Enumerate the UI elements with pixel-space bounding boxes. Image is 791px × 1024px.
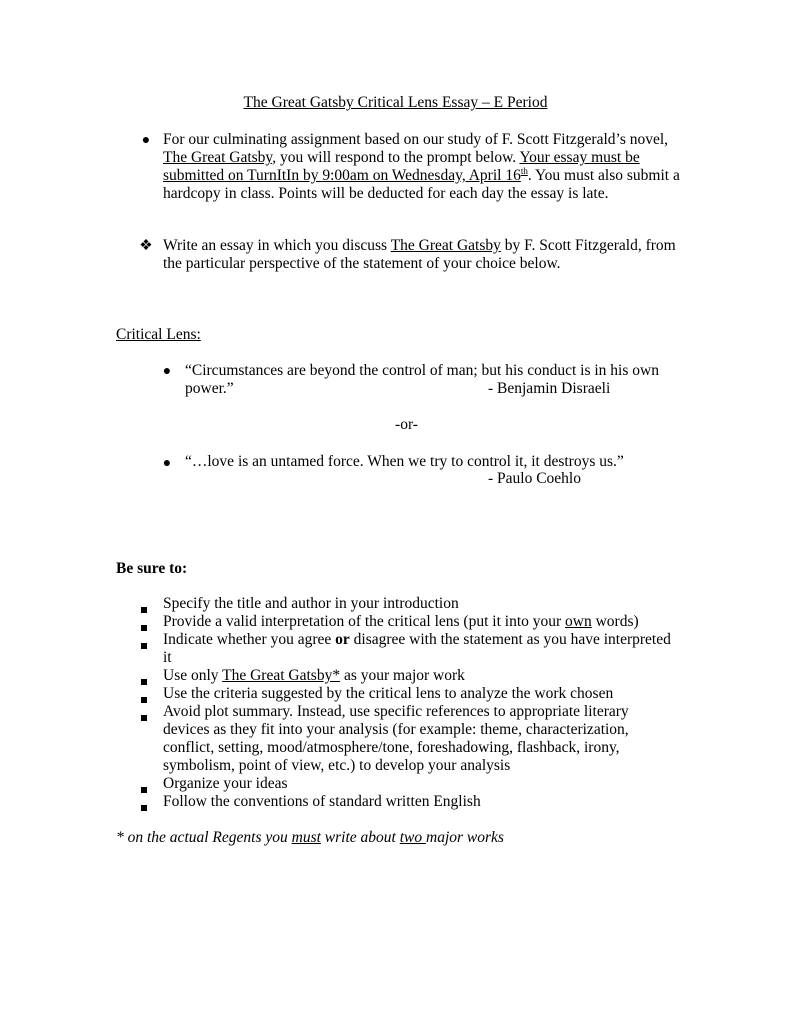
checklist-item bbox=[163, 667, 683, 685]
prompt-paragraph bbox=[163, 237, 683, 273]
checklist-item bbox=[163, 703, 683, 775]
square-bullet-icon bbox=[141, 798, 147, 816]
checklist-text: Provide a valid interpretation of the critical lens (put it into your bbox=[163, 613, 566, 630]
footnote-emphasis: must bbox=[291, 829, 321, 846]
intro-line1: For our culminating assignment based on our study of F. Scott Fitzgerald’s novel, bbox=[163, 131, 669, 148]
intro-text-2: . You must also submit a hardcopy in class. Points will be deducted for each day the essay is late. bbox=[163, 167, 680, 202]
checklist-text: symbolism, point of view, etc.) to develop your analysis bbox=[163, 757, 511, 774]
footnote bbox=[116, 829, 504, 847]
intro-deadline: Your essay must be submitted on TurnItIn by 9:00am on Wednesday, April 16 bbox=[163, 149, 640, 184]
prompt-book-title: The Great Gatsby bbox=[390, 237, 501, 254]
checklist-text: words) bbox=[591, 613, 639, 630]
checklist-item: Organize your ideas bbox=[163, 775, 288, 792]
checklist-text: Avoid plot summary. Instead, use specific references to appropriate literary bbox=[163, 703, 629, 720]
checklist-text: Indicate whether you agree bbox=[163, 631, 336, 648]
checklist-bold: or bbox=[335, 631, 350, 648]
critical-lens-heading: Critical Lens: bbox=[116, 326, 201, 343]
be-sure-heading: Be sure to: bbox=[116, 560, 188, 577]
bullet-dot: ● bbox=[162, 456, 172, 471]
footnote-text: * on the actual Regents you bbox=[116, 829, 292, 846]
bullet-dot: ● bbox=[141, 133, 151, 148]
square-bullet-icon bbox=[141, 690, 147, 708]
checklist-item bbox=[163, 613, 683, 631]
bullet-dot: ● bbox=[162, 364, 172, 379]
checklist-text: conflict, setting, mood/atmosphere/tone, foreshadowing, flashback, irony, bbox=[163, 739, 620, 756]
checklist-text: disagree with the statement as you have interpreted bbox=[349, 631, 671, 648]
checklist-text: it bbox=[163, 649, 172, 666]
checklist-text: Use only bbox=[163, 667, 223, 684]
square-bullet-icon bbox=[141, 618, 147, 636]
quote-2-line1: “…love is an untamed force. When we try to control it, it destroys us.” bbox=[185, 453, 624, 470]
checklist-text: as your major work bbox=[340, 667, 465, 684]
footnote-emphasis: two bbox=[399, 829, 426, 846]
document-title: The Great Gatsby Critical Lens Essay – E Period bbox=[243, 94, 548, 111]
intro-paragraph bbox=[163, 131, 683, 203]
checklist-text: devices as they fit into your analysis (for example: theme, characterization, bbox=[163, 721, 629, 738]
diamond-bullet-icon: ❖ bbox=[139, 238, 153, 254]
intro-book-title: The Great Gatsby bbox=[163, 149, 273, 166]
prompt-text-1: Write an essay in which you discuss bbox=[163, 237, 391, 254]
or-separator: -or- bbox=[395, 416, 418, 433]
quote-1-line2: power.” bbox=[185, 380, 234, 397]
square-bullet-icon bbox=[141, 708, 147, 726]
square-bullet-icon bbox=[141, 672, 147, 690]
checklist-item bbox=[163, 631, 683, 667]
quote-1-author: - Benjamin Disraeli bbox=[488, 380, 611, 397]
prompt-text-2: by F. Scott Fitzgerald, from the particular perspective of the statement of your choice below. bbox=[163, 237, 676, 272]
quote-2-author: - Paulo Coehlo bbox=[488, 470, 581, 487]
square-bullet-icon bbox=[141, 780, 147, 798]
square-bullet-icon bbox=[141, 600, 147, 618]
footnote-text: major works bbox=[426, 829, 504, 846]
intro-text: , you will respond to the prompt below. bbox=[272, 149, 520, 166]
square-bullet-icon bbox=[141, 636, 147, 654]
checklist-item: Specify the title and author in your introduction bbox=[163, 595, 459, 612]
quote-1-line1: “Circumstances are beyond the control of man; but his conduct is in his own bbox=[185, 362, 659, 379]
footnote-text: write about bbox=[320, 829, 400, 846]
intro-deadline-sup: th bbox=[520, 165, 528, 176]
checklist-book-title: The Great Gatsby* bbox=[222, 667, 341, 684]
checklist-item: Use the criteria suggested by the critical lens to analyze the work chosen bbox=[163, 685, 614, 702]
checklist-emphasis: own bbox=[565, 613, 592, 630]
checklist-item: Follow the conventions of standard written English bbox=[163, 793, 481, 810]
